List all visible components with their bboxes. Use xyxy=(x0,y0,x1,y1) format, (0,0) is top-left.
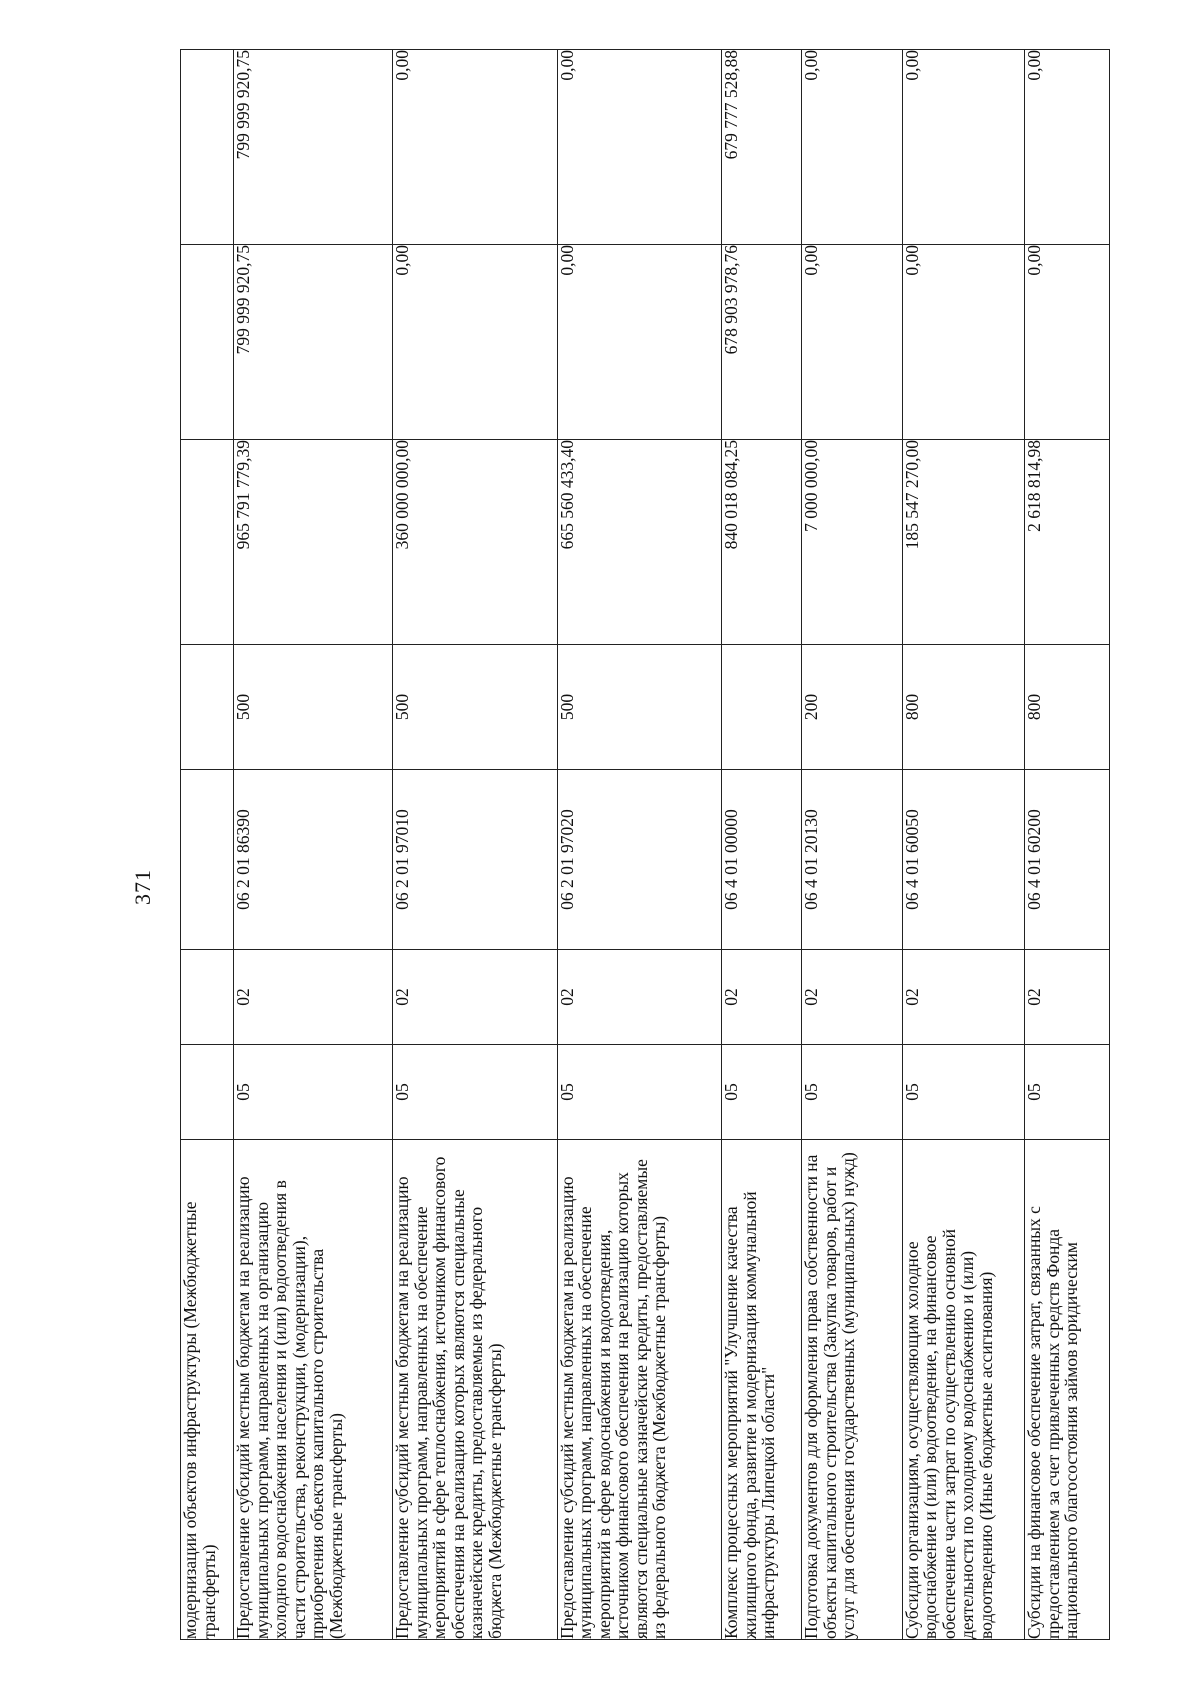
row-description: Предоставление субсидий местным бюджетам на реализацию муниципальных программ, направленных на организацию холодного водоснабжения населения и (или) водоотведения в части строительства, реконструкции, (модернизации), приобретения объектов капитального строительства (Межбюджетные трансферты) xyxy=(234,1140,393,1640)
row-description: Предоставление субсидий местным бюджетам на реализацию муниципальных программ, направленных на обеспечение мероприятий в сфере теплоснабжения, источником финансового обеспечения на реализацию которых являются специальные казначейские кредиты, предоставляемые из федерального бюджета (Межбюджетные трансферты) xyxy=(393,1140,558,1640)
section-code xyxy=(181,1045,234,1140)
expense-type-code xyxy=(181,645,234,770)
target-article-code: 06 2 01 86390 xyxy=(234,770,393,950)
table-row xyxy=(557,50,722,1640)
amount-year-3: 799 999 920,75 xyxy=(234,50,393,245)
section-code: 05 xyxy=(1025,1045,1110,1140)
table-row xyxy=(902,50,1024,1640)
table-row xyxy=(234,50,393,1640)
target-article-code: 06 2 01 97010 xyxy=(393,770,558,950)
amount-year-3: 0,00 xyxy=(802,50,903,245)
target-article-code xyxy=(181,770,234,950)
section-code: 05 xyxy=(802,1045,903,1140)
expense-type-code: 800 xyxy=(1025,645,1110,770)
target-article-code: 06 4 01 60050 xyxy=(902,770,1024,950)
amount-year-3: 0,00 xyxy=(1025,50,1110,245)
amount-year-1: 965 791 779,39 xyxy=(234,440,393,645)
target-article-code: 06 4 01 00000 xyxy=(722,770,802,950)
amount-year-2 xyxy=(181,245,234,440)
budget-table xyxy=(180,49,1110,1640)
row-description: модернизации объектов инфраструктуры (Межбюджетные трансферты) xyxy=(181,1140,234,1640)
amount-year-2: 0,00 xyxy=(1025,245,1110,440)
page-number: 371 xyxy=(130,869,155,905)
section-code: 05 xyxy=(902,1045,1024,1140)
subsection-code xyxy=(181,950,234,1045)
rotated-page xyxy=(120,50,1110,1640)
amount-year-2: 0,00 xyxy=(393,245,558,440)
amount-year-1 xyxy=(181,440,234,645)
expense-type-code: 200 xyxy=(802,645,903,770)
expense-type-code xyxy=(722,645,802,770)
expense-type-code: 800 xyxy=(902,645,1024,770)
amount-year-2: 799 999 920,75 xyxy=(234,245,393,440)
subsection-code: 02 xyxy=(902,950,1024,1045)
expense-type-code: 500 xyxy=(557,645,722,770)
amount-year-1: 665 560 433,40 xyxy=(557,440,722,645)
subsection-code: 02 xyxy=(393,950,558,1045)
row-description: Подготовка документов для оформления права собственности на объекты капитального строительства (Закупка товаров, работ и услуг для обеспечения государственных (муниципальных) нужд) xyxy=(802,1140,903,1640)
table-row xyxy=(181,50,234,1640)
row-description: Комплекс процессных мероприятий "Улучшение качества жилищного фонда, развитие и модернизация коммунальной инфраструктуры Липецкой области" xyxy=(722,1140,802,1640)
amount-year-3: 0,00 xyxy=(393,50,558,245)
row-description: Субсидии на финансовое обеспечение затрат, связанных с предоставлением за счет привлеченных средств Фонда национального благосостояния займов юридическим xyxy=(1025,1140,1110,1640)
amount-year-3: 0,00 xyxy=(557,50,722,245)
expense-type-code: 500 xyxy=(393,645,558,770)
subsection-code: 02 xyxy=(557,950,722,1045)
amount-year-2: 0,00 xyxy=(802,245,903,440)
table-row xyxy=(802,50,903,1640)
subsection-code: 02 xyxy=(234,950,393,1045)
amount-year-1: 185 547 270,00 xyxy=(902,440,1024,645)
amount-year-1: 7 000 000,00 xyxy=(802,440,903,645)
amount-year-3: 0,00 xyxy=(902,50,1024,245)
amount-year-2: 0,00 xyxy=(557,245,722,440)
table-row xyxy=(722,50,802,1640)
table-row xyxy=(393,50,558,1640)
section-code: 05 xyxy=(234,1045,393,1140)
subsection-code: 02 xyxy=(802,950,903,1045)
target-article-code: 06 4 01 60200 xyxy=(1025,770,1110,950)
subsection-code: 02 xyxy=(722,950,802,1045)
section-code: 05 xyxy=(557,1045,722,1140)
section-code: 05 xyxy=(722,1045,802,1140)
table-row xyxy=(1025,50,1110,1640)
amount-year-2: 678 903 978,76 xyxy=(722,245,802,440)
section-code: 05 xyxy=(393,1045,558,1140)
subsection-code: 02 xyxy=(1025,950,1110,1045)
amount-year-1: 2 618 814,98 xyxy=(1025,440,1110,645)
target-article-code: 06 2 01 97020 xyxy=(557,770,722,950)
row-description: Субсидии организациям, осуществляющим холодное водоснабжение и (или) водоотведение, на финансовое обеспечение части затрат по осуществлению основной деятельности по холодному водоснабжению и (или) водоотведению (Иные бюджетные ассигнования) xyxy=(902,1140,1024,1640)
amount-year-1: 360 000 000,00 xyxy=(393,440,558,645)
row-description: Предоставление субсидий местным бюджетам на реализацию муниципальных программ, направленных на обеспечение мероприятий в сфере водоснабжения и водоотведения, источником финансового обеспечения на реализацию которых являются специальные казначейские кредиты, предоставляемые из федерального бюджета (Межбюджетные трансферты) xyxy=(557,1140,722,1640)
amount-year-2: 0,00 xyxy=(902,245,1024,440)
target-article-code: 06 4 01 20130 xyxy=(802,770,903,950)
amount-year-3 xyxy=(181,50,234,245)
amount-year-1: 840 018 084,25 xyxy=(722,440,802,645)
expense-type-code: 500 xyxy=(234,645,393,770)
amount-year-3: 679 777 528,88 xyxy=(722,50,802,245)
